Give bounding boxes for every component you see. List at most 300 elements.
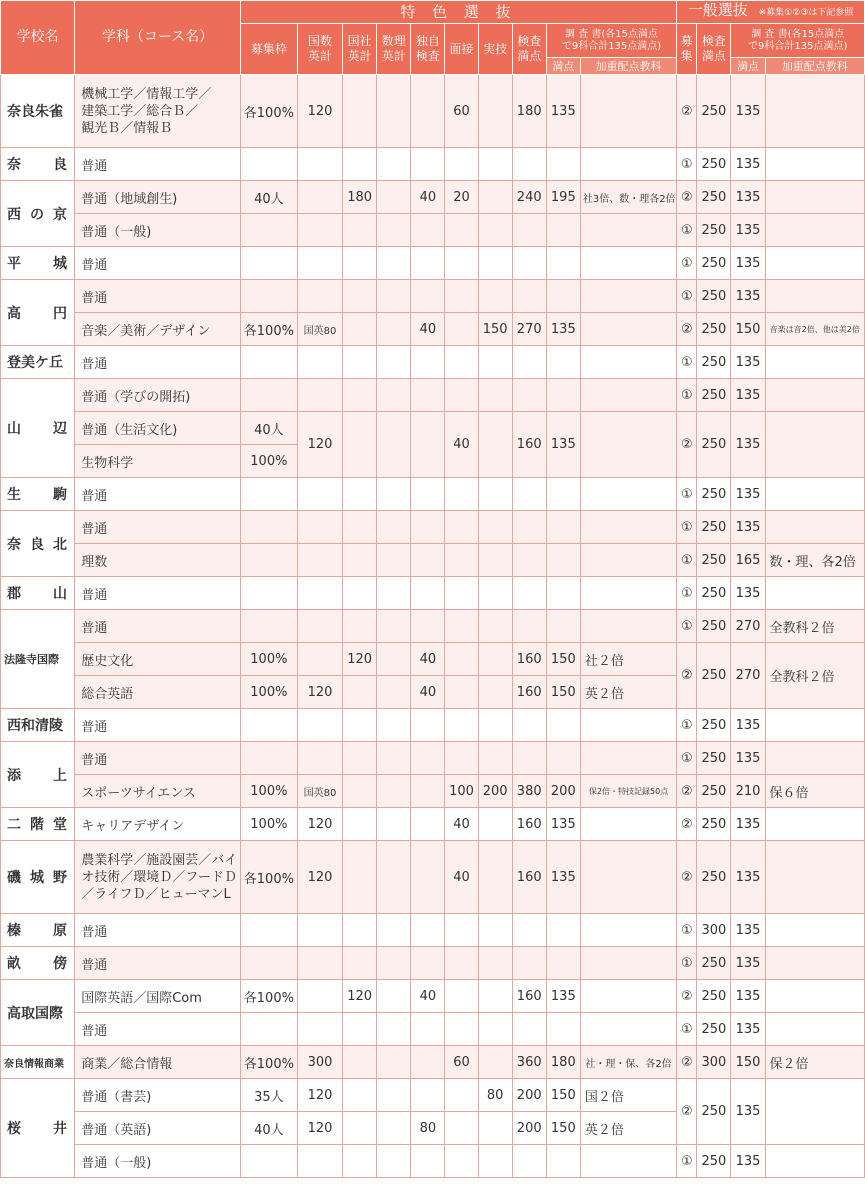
cell-jitsugi [478, 914, 512, 947]
school-name [1, 75, 75, 148]
header-ippan [677, 1, 865, 24]
cell-kaju [580, 709, 676, 742]
dept-name [75, 75, 241, 148]
cell-jitsugi: 80 [478, 1079, 512, 1112]
cell-suuri [377, 980, 411, 1013]
cell-i-chousa: 270 [731, 610, 765, 643]
cell-kensa [512, 577, 546, 610]
cell-waku: 100% [240, 676, 297, 709]
header-suuri-eikei-2: 英計 [381, 49, 406, 63]
cell-dokuji [411, 412, 445, 478]
dept-line: 建築工学／総合Ｂ／ [81, 103, 199, 119]
cell-kokusha [343, 313, 377, 346]
cell-suuri [377, 577, 411, 610]
cell-kensa: 160 [512, 676, 546, 709]
cell-kaju [580, 1013, 676, 1046]
cell-kokusha [343, 1013, 377, 1046]
school-name-text: 山辺 [7, 421, 67, 437]
cell-waku [240, 709, 297, 742]
cell-i-chousa: 135 [731, 412, 765, 478]
cell-mensetsu [445, 346, 478, 379]
table-row [1, 313, 865, 346]
cell-boshu: ① [677, 914, 697, 947]
cell-jitsugi [478, 412, 512, 478]
cell-i-kaju [765, 841, 864, 914]
cell-suuri [377, 775, 411, 808]
cell-kokusu [297, 577, 342, 610]
cell-jitsugi [478, 676, 512, 709]
school-name-text: 登美ケ丘 [7, 355, 63, 371]
cell-i-kensa: 250 [697, 280, 731, 313]
cell-kensa: 160 [512, 841, 546, 914]
cell-kokusha [343, 1046, 377, 1079]
cell-dokuji [411, 1079, 445, 1112]
cell-kokusha [343, 742, 377, 775]
cell-i-kensa: 250 [697, 1145, 731, 1178]
table-row [1, 511, 865, 544]
school-name [1, 709, 75, 742]
cell-i-chousa: 135 [731, 511, 765, 544]
school-name [1, 742, 75, 808]
school-name [1, 379, 75, 478]
cell-chousa [546, 577, 580, 610]
cell-kaju [580, 511, 676, 544]
school-name-text: 奈良情報商業 [4, 1058, 64, 1070]
cell-kensa [512, 346, 546, 379]
school-name-text: 郡山 [7, 586, 67, 602]
cell-jitsugi [478, 1145, 512, 1178]
header-boshu-1: 募 [680, 34, 693, 48]
cell-suuri [377, 709, 411, 742]
cell-kaju [580, 214, 676, 247]
cell-jitsugi [478, 1046, 512, 1079]
cell-jitsugi [478, 280, 512, 313]
cell-kaju [580, 313, 676, 346]
cell-kokusu [297, 544, 342, 577]
cell-boshu: ① [677, 947, 697, 980]
cell-kensa: 270 [512, 313, 546, 346]
cell-suuri [377, 346, 411, 379]
header-i-kensa-1: 検査 [701, 34, 726, 48]
cell-kaju [580, 841, 676, 914]
cell-i-chousa: 135 [731, 75, 765, 148]
cell-mensetsu [445, 676, 478, 709]
dept-name: 普通（一般) [75, 1145, 241, 1178]
cell-dokuji [411, 1046, 445, 1079]
cell-mensetsu [445, 1112, 478, 1145]
cell-waku [240, 914, 297, 947]
cell-dokuji [411, 610, 445, 643]
cell-kokusha [343, 808, 377, 841]
dept-name: 普通 [75, 914, 241, 947]
cell-i-chousa: 135 [731, 247, 765, 280]
cell-kokusu: 120 [297, 1112, 342, 1145]
header-dokuji-kensa-2: 検査 [415, 49, 440, 63]
school-name-text: 高円 [7, 305, 67, 322]
cell-i-chousa: 135 [731, 742, 765, 775]
header-kokusha-eikei [343, 24, 377, 75]
cell-boshu: ① [677, 544, 697, 577]
cell-kensa: 360 [512, 1046, 546, 1079]
cell-mensetsu: 100 [445, 775, 478, 808]
school-name-text: 生駒 [7, 487, 67, 503]
cell-dokuji: 40 [411, 643, 445, 676]
cell-chousa [546, 1013, 580, 1046]
cell-i-kaju [765, 148, 864, 181]
table-row [1, 346, 865, 379]
dept-line: 観光Ｂ／情報Ｂ [81, 120, 173, 136]
cell-i-kaju [765, 346, 864, 379]
dept-name [75, 841, 241, 914]
cell-chousa: 200 [546, 775, 580, 808]
cell-kensa: 200 [512, 1079, 546, 1112]
cell-suuri [377, 1046, 411, 1079]
cell-chousa: 150 [546, 643, 580, 676]
cell-i-kaju [765, 1079, 864, 1145]
cell-jitsugi [478, 346, 512, 379]
cell-jitsugi [478, 808, 512, 841]
cell-dokuji: 40 [411, 313, 445, 346]
school-name-text: 畝傍 [7, 956, 67, 972]
cell-kokusha [343, 544, 377, 577]
cell-i-chousa: 210 [731, 775, 765, 808]
header-kokusu-eikei-2: 英計 [308, 49, 333, 63]
header-kensa-manten-1: 検査 [517, 34, 542, 48]
cell-mensetsu [445, 643, 478, 676]
cell-kokusha [343, 75, 377, 148]
cell-jitsugi [478, 247, 512, 280]
cell-kensa [512, 1013, 546, 1046]
cell-kaju [580, 742, 676, 775]
cell-i-chousa: 135 [731, 709, 765, 742]
dept-name: 普通 [75, 709, 241, 742]
cell-suuri [377, 511, 411, 544]
table-header [1, 1, 865, 75]
cell-suuri [377, 247, 411, 280]
header-kokusha-eikei-2: 英計 [347, 49, 372, 63]
cell-kensa [512, 709, 546, 742]
cell-kokusha [343, 379, 377, 412]
cell-chousa [546, 280, 580, 313]
cell-suuri [377, 742, 411, 775]
cell-waku: 35人 [240, 1079, 297, 1112]
school-name [1, 577, 75, 610]
cell-suuri [377, 1112, 411, 1145]
cell-suuri [377, 947, 411, 980]
cell-i-kensa: 250 [697, 511, 731, 544]
cell-kaju [580, 247, 676, 280]
cell-jitsugi [478, 643, 512, 676]
cell-kokusha [343, 214, 377, 247]
cell-i-kensa: 250 [697, 379, 731, 412]
header-kokusu-eikei [297, 24, 342, 75]
table-body [1, 75, 865, 1178]
cell-i-kaju: 保６倍 [765, 775, 864, 808]
cell-jitsugi [478, 511, 512, 544]
school-name-text: 西の京 [7, 206, 67, 223]
table-row [1, 742, 865, 775]
school-name-text: 奈良 [7, 157, 67, 173]
table-row [1, 544, 865, 577]
cell-kokusu: 国英80 [297, 313, 342, 346]
cell-dokuji [411, 808, 445, 841]
cell-kokusha [343, 247, 377, 280]
dept-name: 普通（英語) [75, 1112, 241, 1145]
dept-name: 理数 [75, 544, 241, 577]
cell-suuri [377, 914, 411, 947]
cell-i-kaju [765, 808, 864, 841]
school-name-text: 法隆寺国際 [4, 653, 59, 666]
cell-mensetsu [445, 947, 478, 980]
cell-chousa: 135 [546, 841, 580, 914]
header-school: 学校名 [1, 1, 75, 75]
school-name [1, 1046, 75, 1079]
cell-waku [240, 148, 297, 181]
cell-kaju: 社・理・保、各2倍 [580, 1046, 676, 1079]
table-row [1, 610, 865, 643]
cell-chousa [546, 742, 580, 775]
cell-mensetsu: 40 [445, 808, 478, 841]
school-name [1, 511, 75, 577]
header-kaju: 加重配点教科 [580, 58, 676, 75]
cell-i-kensa: 250 [697, 841, 731, 914]
header-i-chousasho [731, 24, 865, 58]
cell-jitsugi [478, 148, 512, 181]
school-name [1, 914, 75, 947]
cell-i-kaju [765, 1013, 864, 1046]
cell-chousa [546, 247, 580, 280]
cell-dokuji [411, 346, 445, 379]
cell-mensetsu [445, 379, 478, 412]
cell-jitsugi [478, 379, 512, 412]
header-i-chousasho-1: 調 査 書(各15点満点 [751, 28, 845, 40]
cell-kokusu [297, 947, 342, 980]
cell-mensetsu [445, 247, 478, 280]
cell-kokusha [343, 280, 377, 313]
cell-i-chousa: 135 [731, 841, 765, 914]
cell-kokusu [297, 148, 342, 181]
cell-i-kaju [765, 709, 864, 742]
cell-i-kaju: 音楽は音2倍、他は美2倍 [765, 313, 864, 346]
cell-waku [240, 511, 297, 544]
cell-i-kaju [765, 742, 864, 775]
cell-i-chousa: 165 [731, 544, 765, 577]
cell-kensa: 160 [512, 643, 546, 676]
cell-dokuji [411, 379, 445, 412]
cell-suuri [377, 643, 411, 676]
cell-suuri [377, 148, 411, 181]
dept-name: 普通 [75, 511, 241, 544]
cell-waku [240, 379, 297, 412]
cell-waku [240, 346, 297, 379]
table-row [1, 412, 865, 445]
cell-kensa: 160 [512, 980, 546, 1013]
cell-jitsugi [478, 980, 512, 1013]
cell-i-kensa: 250 [697, 577, 731, 610]
cell-kokusu: 120 [297, 808, 342, 841]
header-dept: 学科（コース名） [75, 1, 241, 75]
cell-i-chousa: 150 [731, 1046, 765, 1079]
cell-dokuji [411, 914, 445, 947]
cell-kensa: 180 [512, 75, 546, 148]
school-name [1, 980, 75, 1046]
header-manten: 満点 [546, 58, 580, 75]
dept-name: 普通 [75, 148, 241, 181]
cell-i-kaju [765, 980, 864, 1013]
table-row [1, 841, 865, 914]
cell-i-kensa: 250 [697, 75, 731, 148]
cell-mensetsu [445, 1013, 478, 1046]
cell-chousa: 135 [546, 75, 580, 148]
cell-i-kaju [765, 947, 864, 980]
cell-boshu: ① [677, 247, 697, 280]
cell-i-kaju [765, 247, 864, 280]
cell-chousa [546, 148, 580, 181]
cell-suuri [377, 379, 411, 412]
table-row [1, 280, 865, 313]
cell-dokuji [411, 947, 445, 980]
cell-dokuji: 40 [411, 181, 445, 214]
cell-kensa: 160 [512, 412, 546, 478]
table-row [1, 808, 865, 841]
cell-i-chousa: 135 [731, 280, 765, 313]
table-row [1, 181, 865, 214]
header-i-manten: 満点 [731, 58, 765, 75]
cell-kokusha [343, 914, 377, 947]
school-name [1, 247, 75, 280]
cell-i-kaju: 数・理、各2倍 [765, 544, 864, 577]
school-name [1, 610, 75, 709]
cell-kokusu [297, 709, 342, 742]
cell-boshu: ② [677, 775, 697, 808]
school-name-text: 西和清陵 [7, 718, 63, 734]
cell-kokusu [297, 610, 342, 643]
cell-kaju: 保2倍・特技記録50点 [580, 775, 676, 808]
cell-chousa [546, 709, 580, 742]
cell-kensa [512, 1145, 546, 1178]
cell-dokuji [411, 75, 445, 148]
cell-dokuji [411, 148, 445, 181]
cell-i-kaju [765, 914, 864, 947]
cell-i-chousa: 135 [731, 980, 765, 1013]
school-name [1, 346, 75, 379]
cell-kensa [512, 610, 546, 643]
cell-kokusha [343, 511, 377, 544]
cell-mensetsu: 60 [445, 75, 478, 148]
cell-waku [240, 947, 297, 980]
cell-i-kensa: 250 [697, 346, 731, 379]
header-mensetsu: 面接 [445, 24, 478, 75]
table-row [1, 478, 865, 511]
cell-waku [240, 544, 297, 577]
cell-boshu: ② [677, 841, 697, 914]
cell-i-kaju [765, 511, 864, 544]
header-tokushoku: 特 色 選 抜 [240, 1, 676, 24]
table-row [1, 1013, 865, 1046]
cell-kensa [512, 280, 546, 313]
cell-boshu: ② [677, 1046, 697, 1079]
cell-kensa [512, 511, 546, 544]
cell-kokusu [297, 914, 342, 947]
dept-name: 歴史文化 [75, 643, 241, 676]
dept-name: 普通 [75, 346, 241, 379]
header-suuri-eikei-1: 数理 [381, 34, 406, 48]
cell-kensa: 380 [512, 775, 546, 808]
cell-kokusha [343, 947, 377, 980]
cell-kokusu [297, 247, 342, 280]
cell-dokuji [411, 247, 445, 280]
cell-mensetsu: 40 [445, 841, 478, 914]
cell-suuri [377, 841, 411, 914]
cell-kaju [580, 610, 676, 643]
cell-kaju [580, 808, 676, 841]
cell-i-chousa: 150 [731, 313, 765, 346]
cell-suuri [377, 1013, 411, 1046]
cell-jitsugi [478, 214, 512, 247]
cell-i-kensa: 250 [697, 1079, 731, 1145]
cell-suuri [377, 1079, 411, 1112]
cell-kokusu [297, 643, 342, 676]
cell-i-kaju [765, 478, 864, 511]
school-name-text: 添上 [7, 767, 67, 784]
cell-kokusu [297, 181, 342, 214]
cell-jitsugi [478, 742, 512, 775]
cell-boshu: ① [677, 148, 697, 181]
cell-kaju [580, 947, 676, 980]
header-chousasho-2: で9科合計135点満点) [561, 40, 662, 52]
cell-i-kensa: 250 [697, 214, 731, 247]
cell-kaju [580, 1145, 676, 1178]
cell-jitsugi: 150 [478, 313, 512, 346]
cell-boshu: ① [677, 511, 697, 544]
cell-kaju [580, 280, 676, 313]
cell-i-chousa: 135 [731, 577, 765, 610]
cell-chousa: 180 [546, 1046, 580, 1079]
cell-dokuji [411, 280, 445, 313]
dept-name: スポーツサイエンス [75, 775, 241, 808]
cell-i-kaju [765, 577, 864, 610]
cell-waku [240, 214, 297, 247]
cell-mensetsu [445, 511, 478, 544]
table-row [1, 1145, 865, 1178]
cell-dokuji: 80 [411, 1112, 445, 1145]
cell-chousa [546, 511, 580, 544]
dept-name: 普通 [75, 947, 241, 980]
header-ippan-label: 一般選抜 [687, 1, 748, 19]
cell-waku: 各100% [240, 841, 297, 914]
cell-mensetsu [445, 980, 478, 1013]
cell-jitsugi [478, 544, 512, 577]
cell-chousa [546, 914, 580, 947]
cell-kaju [580, 980, 676, 1013]
cell-i-kensa: 250 [697, 980, 731, 1013]
dept-name: キャリアデザイン [75, 808, 241, 841]
school-name-text: 奈良朱雀 [7, 104, 63, 120]
cell-suuri [377, 544, 411, 577]
header-dokuji-kensa-1: 独自 [415, 34, 440, 48]
dept-name: 普通 [75, 247, 241, 280]
table-row [1, 643, 865, 676]
cell-jitsugi [478, 1112, 512, 1145]
cell-kensa [512, 214, 546, 247]
dept-name: 普通 [75, 478, 241, 511]
cell-i-chousa: 135 [731, 947, 765, 980]
cell-kokusu [297, 980, 342, 1013]
school-name [1, 181, 75, 247]
cell-i-kensa: 250 [697, 412, 731, 478]
cell-kaju [580, 379, 676, 412]
cell-chousa [546, 346, 580, 379]
